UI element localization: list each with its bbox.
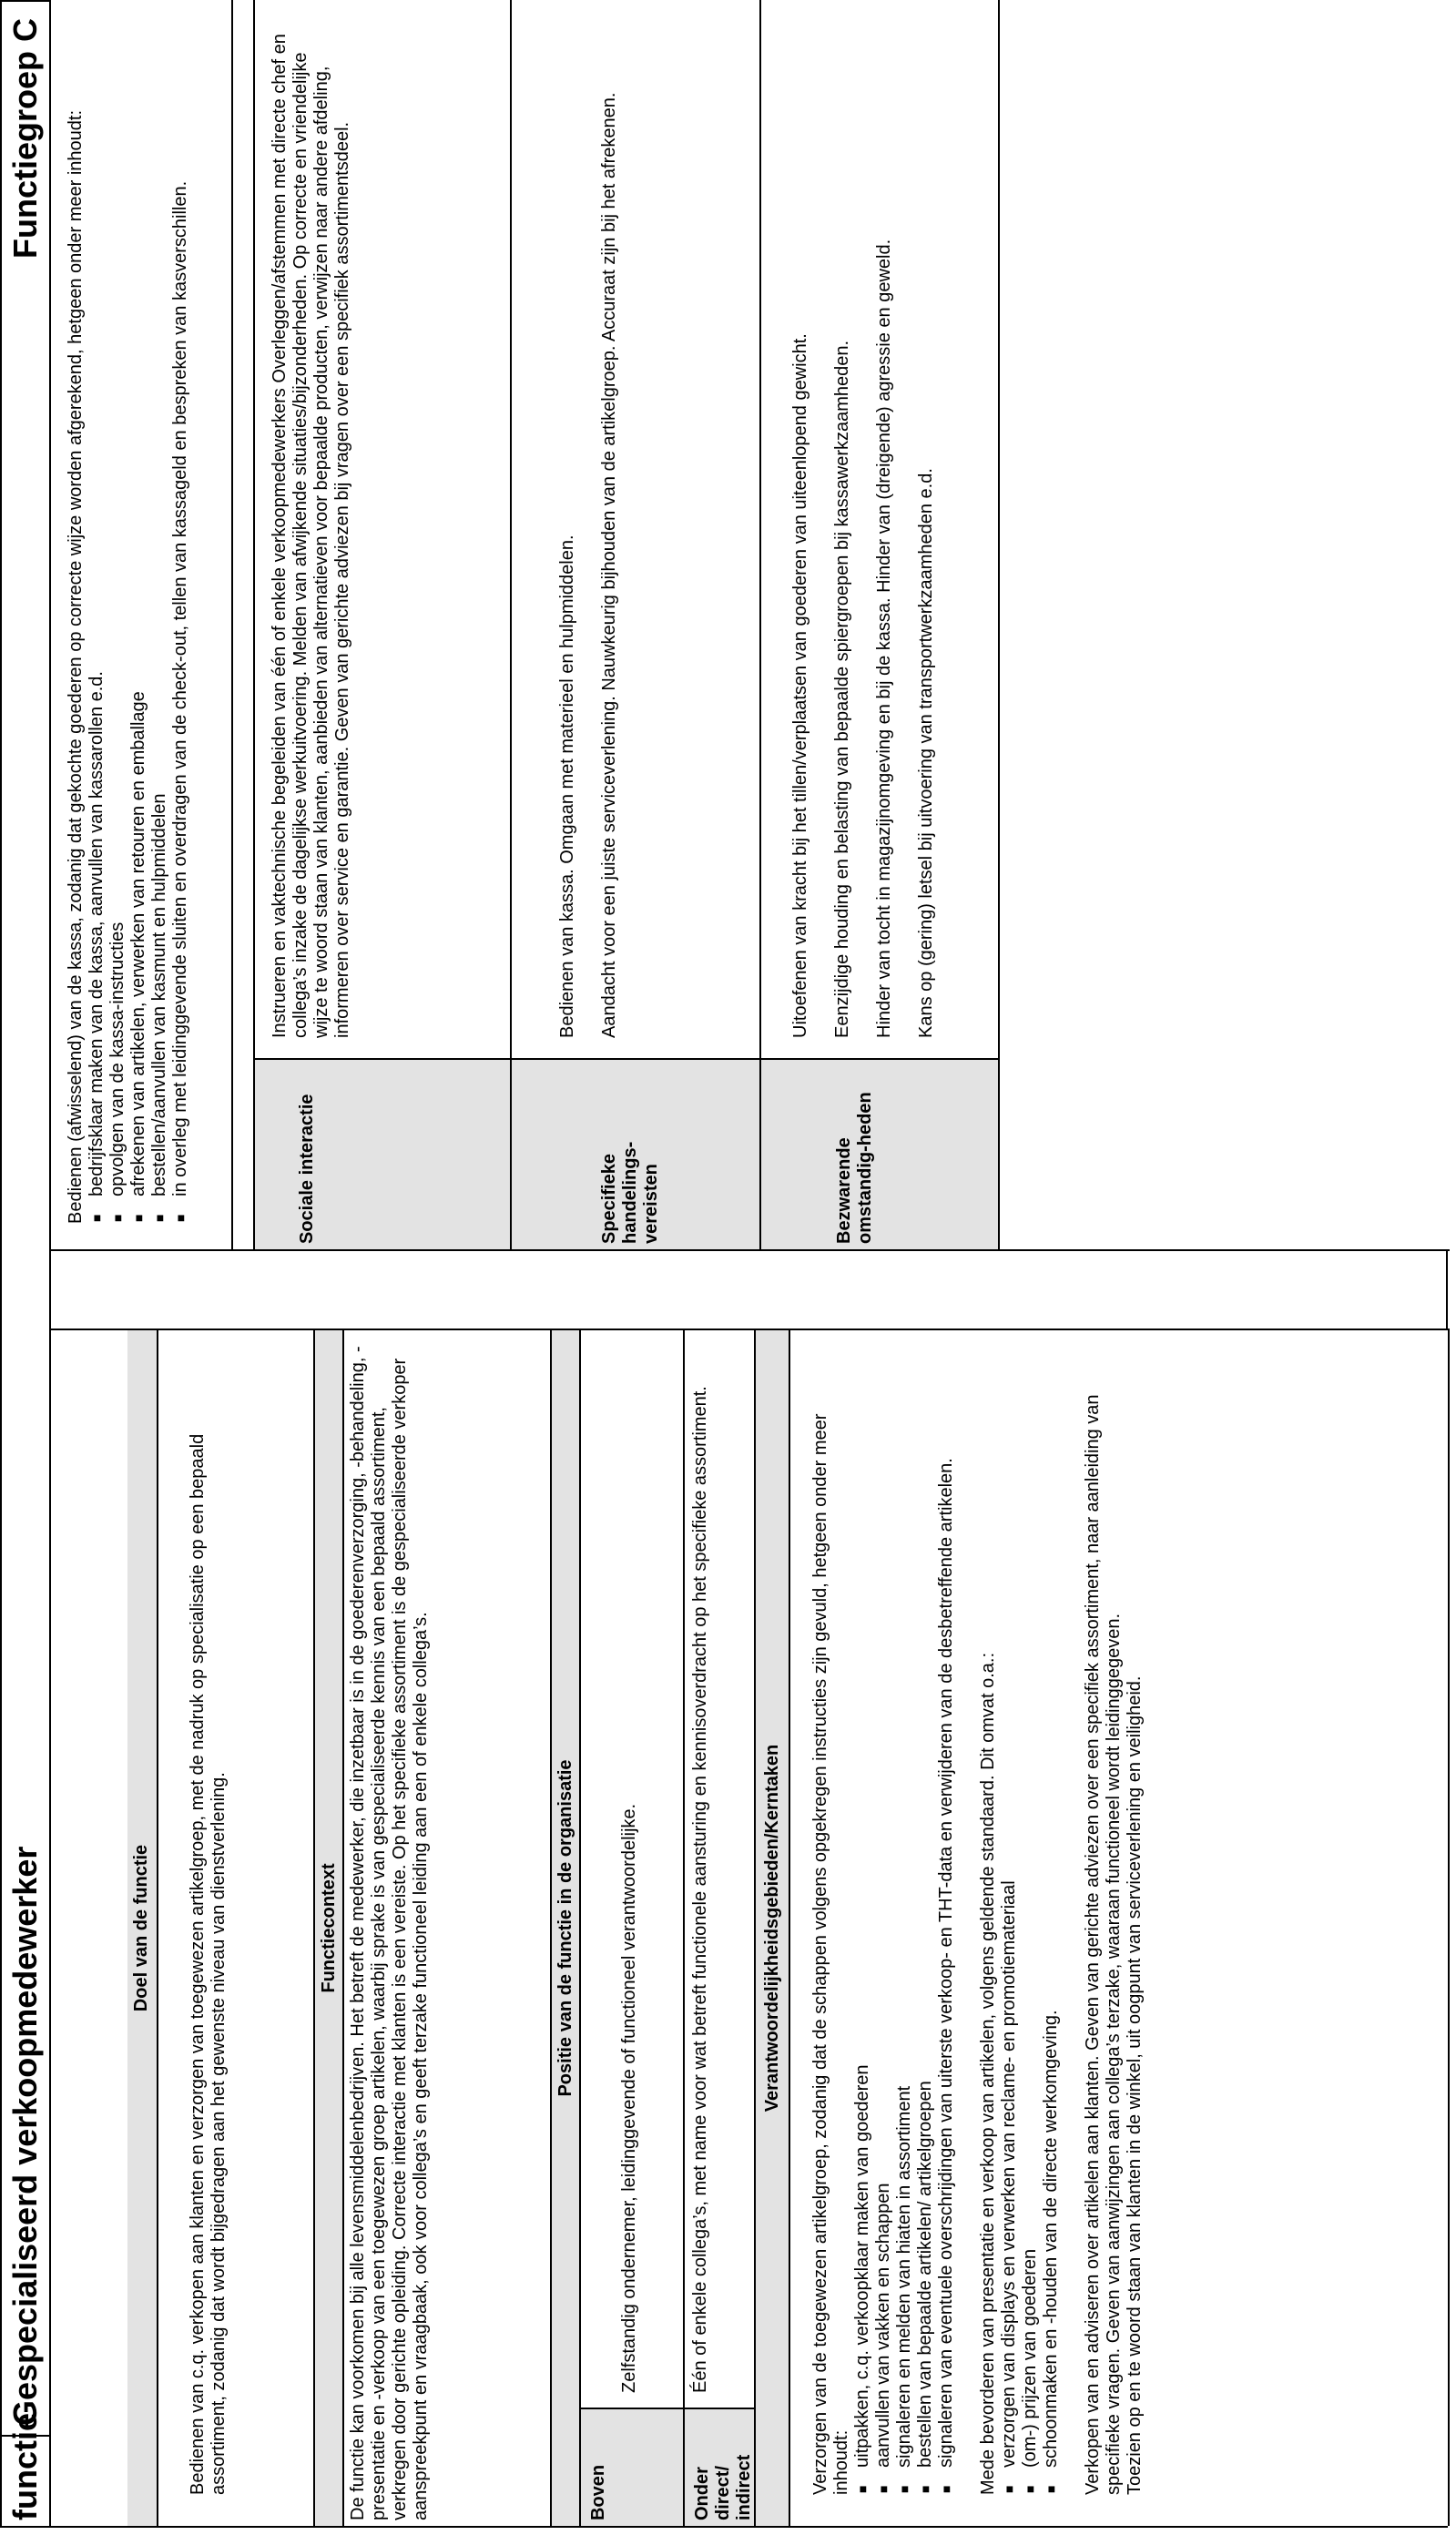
list-item: ■ schoonmaken en -houden van de directe werkomgeving. [1041, 1348, 1062, 2495]
list-item: ■ in overleg met leidinggevende sluiten en overdragen van de check-out, tellen van kassageld en bespreken van kasverschillen. [170, 8, 191, 1224]
handeling-text [557, 9, 620, 1038]
left-pane [51, 1329, 1450, 2526]
taak-verkopen: Verkopen van en adviseren over artikelen aan klanten. Geven van gerichte adviezen over een specifiek assortiment, naar aanleiding van specifieke vragen. Geven van aanwijzingen aan collega’s terzake, waaraan functioneel wordt leidinggegeven. [1083, 1394, 1124, 2495]
sociale-label: Sociale interactie [255, 1058, 510, 1249]
kassa-bottom-rule [231, 0, 233, 1249]
positie-divider [683, 1330, 685, 2526]
handeling-p1: Bedienen van kassa. Omgaan met materieel en hulpmiddelen. [557, 534, 577, 1038]
bezwarend-p4: Kans op (gering) letsel bij uitvoering van transportwerkzaamheden e.d. [916, 468, 936, 1038]
list-item: ■ bestellen/aanvullen van kasmunt en hulpmiddelen [149, 8, 170, 1224]
handeling-label: Specifieke handelings-vereisten [512, 1058, 759, 1249]
header-row [2, 2, 51, 2526]
bezwarend-bottom-rule [998, 0, 1000, 1249]
list-item: ■ (om-) prijzen van goederen [1020, 1348, 1041, 2495]
positie-heading: Positie van de functie in de organisatie [550, 1330, 581, 2526]
list-item: ■ afrekenen van artikelen, verwerken van retouren en emballage [128, 8, 149, 1224]
taak-verzorgen: Verzorgen van de toegewezen artikelgroep, zodanig dat de schappen volgens opgekregen instructies zijn gevuld, hetgeen onder meer inhoudt: [810, 1413, 851, 2495]
onder-text: Één of enkele collega’s, met name voor wat betreft functionele aansturing en kennisoverdracht op het specifieke assortiment. [690, 1386, 710, 2393]
handeling-p2: Aandacht voor een juiste serviceverlening. Nauwkeurig bijhouden van de artikelgroep. Accuraat zijn bij het afrekenen. [599, 92, 619, 1038]
sociale-text: Instrueren en vaktechnische begeleiden van één of enkele verkoopmedewerkers Overleggen/afstemmen met directe chef en collega’s inzake de dagelijkse werkuitvoering. Melden van afwijkende situaties/bijzonderheden. Op correcte en vriendelijke wijze te woord staan van klanten, aanbieden van alternatieven voor bepaalde producten, verwijzen naar andere afdeling, informeren over service en garantie. Geven van gerichte adviezen bij vragen over een specifiek assortimentsdeel. [270, 34, 352, 1038]
list-item: ■ aanvullen van vakken en schappen [873, 1348, 894, 2495]
list-item: ■ opvolgen van de kassa-instructies [107, 8, 128, 1224]
taak-toezien: Toezien op en te woord staan van klanten in de winkel, uit oogpunt van serviceverlening en veiligheid. [1125, 1675, 1145, 2495]
onder-label: Onder direct/ indirect [685, 2408, 754, 2526]
bezwarend-p3: Hinder van tocht in magazijnomgeving en bij de kassa. Hinder van (dreigende) agressie en geweld. [874, 239, 894, 1038]
header-label: functie [2, 2435, 49, 2526]
bezwarend-label: Bezwarende omstandig-heden [761, 1058, 998, 1249]
taak-presentatie-list [999, 1348, 1062, 2495]
taak-verzorgen-list [852, 1348, 957, 2495]
functiecontext-text: De functie kan voorkomen bij alle levensmiddelenbedrijven. Het betreft de medewerker, die inzetbaar is in de goederenverzorging, -behandeling, -presentatie en -verkoop van een toegewezen groep artikelen, waarbij sprake is van gespecialiseerde kennis van een bepaald assortiment, verkregen door gerichte opleiding. Correcte interactie met klanten is een vereiste. Op het specifieke assortiment is de gespecialiseerde verkoper aanspreekpunt en vraagbaak, ook voor collega’s en geeft terzake functioneel leiding aan een of enkele collega’s. [348, 1346, 431, 2520]
list-item: ■ signaleren en melden van hiaten in assortiment [894, 1348, 915, 2495]
job-title: Gespecialiseerd verkoopmedewerker [6, 1846, 44, 2426]
boven-text: Zelfstandig ondernemer, leidinggevende of functioneel verantwoordelijke. [619, 1803, 639, 2393]
bezwarend-text [790, 9, 937, 1038]
verantwoordelijkheden-text [810, 1348, 1145, 2495]
bezwarend-p1: Uitoefenen van kracht bij het tillen/verplaatsen van goederen van uiteenlopend gewicht. [790, 333, 810, 1038]
list-item: ■ bestellen van bepaalde artikelen/ artikelgroepen [915, 1348, 936, 2495]
right-pane [51, 0, 1450, 1251]
bezwarend-p2: Eenzijdige houding en belasting van bepaalde spiergroepen bij kassawerkzaamheden. [832, 340, 852, 1038]
taak-presentatie: Mede bevorderen van presentatie en verkoop van artikelen, volgens geldende standaard. Dit omvat o.a.: [978, 1652, 998, 2495]
list-item: ■ bedrijfsklaar maken van de kassa, aanvullen van kassarollen e.d. [87, 8, 107, 1224]
list-item: ■ verzorgen van displays en verwerken van reclame- en promotiemateriaal [999, 1348, 1020, 2495]
list-item: ■ uitpakken, c.q. verkoopklaar maken van goederen [852, 1348, 873, 2495]
boven-label: Boven [581, 2408, 683, 2526]
functiecontext-heading: Functiecontext [313, 1330, 344, 2526]
taak-kassa-list [87, 8, 191, 1224]
kassa-text [66, 8, 191, 1224]
doel-text: Bedienen van c.q. verkopen aan klanten en verzorgen van toegewezen artikelgroep, met de nadruk op specialisatie op een bepaald assortiment, zodanig dat wordt bijgedragen aan het gewenste niveau van dienstverlening. [188, 1433, 229, 2495]
taak-kassa: Bedienen (afwisselend) van de kassa, zodanig dat gekochte goederen op correcte wijze worden afgerekend, hetgeen onder meer inhoudt: [66, 109, 86, 1224]
job-group: Functiegroep C [6, 18, 44, 260]
list-item: ■ signaleren van eventuele overschrijdingen van uiterste verkoop- en THT-data en verwijderen van de desbetreffende artikelen. [936, 1348, 957, 2495]
doel-heading: Doel van de functie [127, 1330, 158, 2526]
verantwoordelijkheden-heading: Verantwoordelijkheidsgebieden/Kerntaken [754, 1330, 790, 2526]
